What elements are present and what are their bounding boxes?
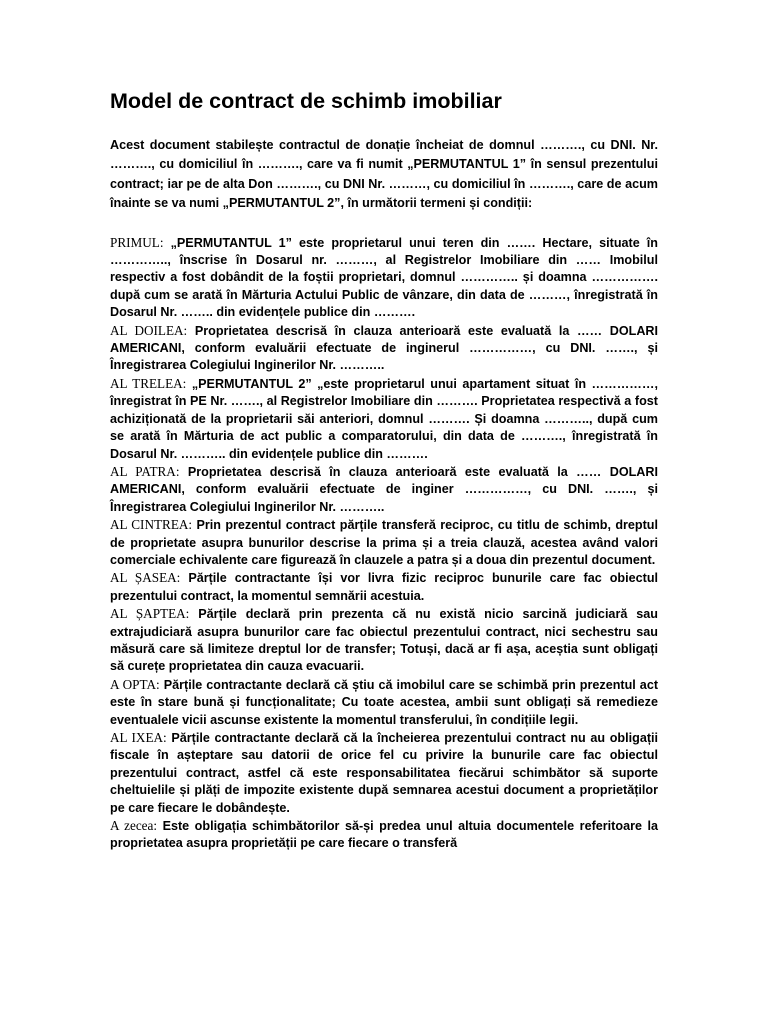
clause-al-cintrea [110, 516, 658, 569]
clause-text: Prin prezentul contract părțile transferă reciproc, cu titlu de schimb, dreptul de proprietate asupra bunurilor descrise la prima și a treia clauză, acestea având valori comerciale echivalente care figurează în clauzele a patra și a doua din prezentul document. [110, 518, 659, 567]
clause-al-doilea [110, 322, 658, 375]
clause-label: AL ȘASEA: [110, 570, 181, 586]
clause-label: AL CINTREA: [110, 517, 193, 533]
clause-text: Este obligația schimbătorilor să-și predea unul altuia documentele referitoare la proprietatea asupra proprietății pe care fiecare o transferă [110, 819, 658, 851]
clause-label: AL IXEA: [110, 730, 167, 745]
document-page [110, 88, 658, 853]
clause-al-ixea [110, 729, 658, 817]
clause-text: Părțile contractante declară că știu că imobilul care se schimbă prin prezentul act este în stare bună și funcționalitate; Cu toate acestea, ambii sunt obligați să remedieze eventualele vicii ascunse existente la momentul transferului, în condițiile legii. [110, 677, 659, 727]
clause-al-trelea [110, 375, 658, 463]
clause-text: „PERMUTANTUL 1” este proprietarul unui teren din ……. Hectare, situate în ………….., înscrise în Dosarul nr. ………, al Registrelor Imobiliare din …… Imobilul respectiv a fost dobândit de la foștii proprietari, domnul ………….. și doamna ……………. după cum se arată în Mărturia Actului Public de vânzare, din data de ………, înregistrată în Dosarul Nr. …….. din evidențele publice din ………. [110, 235, 658, 320]
clause-al-saptea [110, 605, 658, 676]
clause-label: PRIMUL: [110, 234, 164, 250]
document-title: Model de contract de schimb imobiliar [110, 89, 502, 113]
clause-label: AL TRELEA: [110, 375, 187, 391]
clause-text: Părțile contractante declară că la încheierea prezentului contract nu au obligații fiscale în așteptare sau datorii de orice fel cu privire la bunurile care fac obiectul prezentului contract, astfel că este responsabilitatea fiecărui schimbător să suporte cheltuielile și plăți de impozite existente după semnarea acestui document a proprietăților pe care fiecare le dobândește. [110, 731, 659, 815]
clause-a-opta [110, 676, 658, 729]
clause-label: A OPTA: [110, 676, 160, 692]
clauses-list [110, 234, 658, 853]
clause-label: AL DOILEA: [110, 322, 188, 338]
clause-text: Proprietatea descrisă în clauza anterioară este evaluată la …… DOLARI AMERICANI, conform evaluării efectuate de inginer ……………, cu DNI. ……., și Înregistrarea Colegiului Inginerilor Nr. ……….. [110, 464, 658, 514]
clause-text: Părțile declară prin prezenta că nu există nicio sarcină judiciară sau extrajudiciară asupra bunurilor care fac obiectul prezentului contract, nici sechestru sau măsură care să limiteze dreptul lor de transfer; Totuși, dacă ar fi așa, aceștia sunt obligați să curețe proprietatea din cauza evacuarii. [110, 607, 658, 674]
intro-paragraph: Acest document stabilește contractul de donație încheiat de domnul ………., cu DNI. Nr. ………., cu domiciliul în ………., care va fi numit „PERMUTANTUL 1” în sensul prezentului contract; iar pe de alta Don ………., cu DNI Nr. ………, cu domiciliul în ………., care de acum înainte se va numi „PERMUTANTUL 2”, în următorii termeni și condiții: [110, 138, 658, 211]
clause-al-patra [110, 463, 658, 516]
clause-label: A zecea: [110, 818, 158, 834]
clause-text: „PERMUTANTUL 2” „este proprietarul unui apartament situat în ……………, înregistrat în PE Nr. ……., al Registrelor Imobiliare din ………. Proprietatea respectivă a fost achiziționată de la proprietarii săi anteriori, domnul ………. Și doamna ……….., după cum se arată în Mărturia de act public a comparatorului, din data de ………., înregistrată în Dosarul Nr. ……….. din evidențele publice din ………. [110, 376, 658, 461]
clause-text: Proprietatea descrisă în clauza anterioară este evaluată la …… DOLARI AMERICANI, conform evaluării efectuate de inginerul ……………, cu DNI. ……., și Înregistrarea Colegiului Inginerilor Nr. ……….. [110, 323, 659, 373]
clause-label: AL PATRA: [110, 463, 180, 479]
clause-primul [110, 234, 658, 322]
clause-text: Părțile contractante își vor livra fizic reciproc bunurile care fac obiectul prezentului contract, la momentul semnării acestuia. [110, 571, 659, 603]
clause-al-sasea [110, 569, 658, 605]
clause-label: AL ȘAPTEA: [110, 606, 190, 622]
clause-a-zecea [110, 817, 658, 853]
